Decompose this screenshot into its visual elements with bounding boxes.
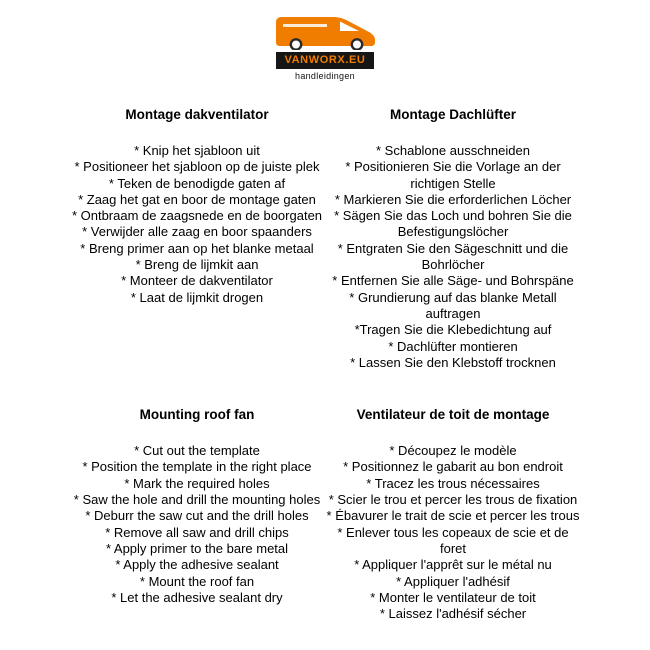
step-item: * Enlever tous les copeaux de scie et de foret [337,524,569,556]
step-item: * Positionieren Sie die Vorlage an der richtigen Stelle [345,159,561,191]
step-item: * Breng de lijmkit aan [135,257,259,273]
step-item: * Apply primer to the bare metal [105,540,289,556]
section-title-german: Montage Dachlüfter [389,107,516,122]
step-item: * Teken de benodigde gaten af [108,175,286,191]
steps-list-english [69,443,325,606]
section-dutch [69,107,325,371]
step-item: * Position the template in the right place [82,459,312,475]
step-item: * Entgraten Sie den Sägeschnitt und die Bohrlöcher [337,240,569,273]
step-item: * Scier le trou et percer les trous de fixation [328,492,578,508]
step-item: * Breng primer aan op het blanke metaal [80,240,314,256]
van-icon [0,14,650,50]
step-item: * Remove all saw and drill chips [105,524,289,540]
brand-text: VANWORX.EU [284,54,366,66]
step-item: * Ébavurer le trait de scie et percer les trous [326,508,580,524]
section-french [325,407,581,622]
step-item: * Ontbraam de zaagsnede en de boorgaten [71,208,323,224]
step-item: * Monter le ventilateur de toit [370,589,536,605]
steps-list-french [325,443,581,622]
step-item: * Tracez les trous nécessaires [366,475,540,491]
steps-list-german [325,143,581,371]
step-item: * Schablone ausschneiden [376,143,530,158]
step-item: * Appliquer l'adhésif [396,573,510,589]
step-item: * Markieren Sie die erforderlichen Löcher [334,191,572,207]
section-german [325,107,581,371]
step-item: * Mark the required holes [124,475,270,491]
step-item: * Cut out the template [134,443,260,459]
step-item: * Lassen Sie den Klebstoff trocknen [350,354,556,370]
step-item: * Let the adhesive sealant dry [111,589,283,605]
logo-subtitle: handleidingen [295,71,355,81]
step-item: * Zaag het gat en boor de montage gaten [78,191,316,207]
step-item: * Apply the adhesive sealant [115,557,279,573]
step-item: * Mount the roof fan [139,573,255,589]
step-item: * Sägen Sie das Loch und bohren Sie die Befestigungslöcher [334,208,572,240]
step-item: * Verwijder alle zaag en boor spaanders [82,224,312,240]
step-item: * Grundierung auf das blanke Metall auftragen [349,289,557,321]
sections-grid [69,107,581,622]
section-title-french: Ventilateur de toit de montage [356,407,550,423]
step-item: * Deburr the saw cut and the drill holes [85,508,309,524]
step-item: * Positionnez le gabarit au bon endroit [343,459,563,475]
logo [0,0,650,81]
step-item: * Knip het sjabloon uit [134,143,260,158]
step-item: *Tragen Sie die Klebedichtung auf [354,322,552,338]
steps-list-dutch [69,143,325,306]
step-item: * Découpez le modèle [389,443,517,459]
section-english [69,407,325,622]
step-item: * Laissez l'adhésif sécher [379,606,527,622]
step-item: * Appliquer l'apprêt sur le métal nu [354,557,552,573]
section-title-dutch: Montage dakventilator [125,107,269,122]
step-item: * Saw the hole and drill the mounting holes [73,492,321,508]
step-item: * Dachlüfter montieren [388,338,518,354]
step-item: * Monteer de dakventilator [121,273,273,289]
step-item: * Entfernen Sie alle Säge- und Bohrspäne [332,273,574,289]
step-item: * Positioneer het sjabloon op de juiste plek [74,159,320,175]
brand-banner [276,52,375,69]
step-item: * Laat de lijmkit drogen [130,289,264,305]
section-title-english: Mounting roof fan [139,407,255,423]
